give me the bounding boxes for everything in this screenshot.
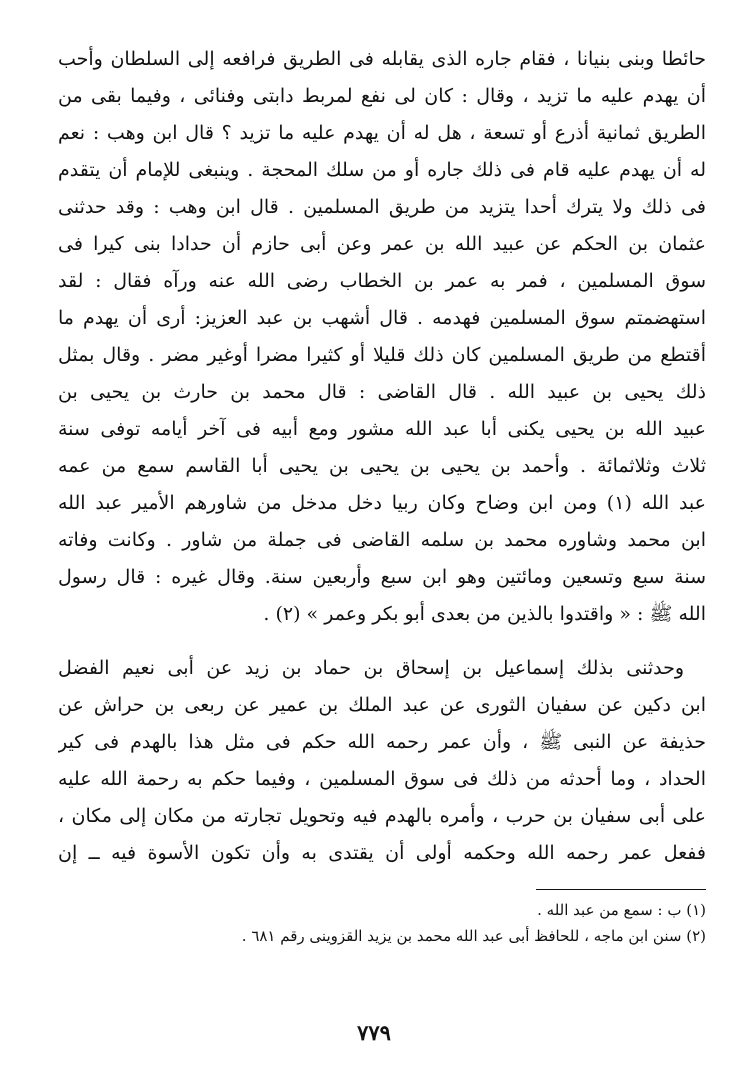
text-line: له أن يهدم عليه قام فى ذلك جاره أو من سلك المحجة . وينبغى للإمام أن يتقدم	[58, 159, 706, 181]
text-line: الطريق ثمانية أذرع أو تسعة ، هل له أن يهدم عليه ما تزيد ؟ قال ابن وهب : نعم	[58, 122, 706, 144]
text-line: حائطا وبنى بنيانا ، فقام جاره الذى يقابله فى الطريق فرافعه إلى السلطان وأحب	[58, 48, 706, 70]
text-line: فى ذلك ولا يترك أحدا يتزيد من طريق المسلمين . قال ابن وهب : وقد حدثنى	[58, 196, 706, 218]
text-line: سنة سبع وتسعين ومائتين وهو ابن سبع وأربعين سنة. وقال غيره : قال رسول	[58, 566, 706, 588]
text-line: الحداد ، وما أحدثه من ذلك فى سوق المسلمين ، وفيما حكم به رحمة الله عليه	[58, 768, 706, 790]
text-line: وحدثنى بذلك إسماعيل بن إسحاق بن حماد بن زيد عن أبى نعيم الفضل	[58, 657, 684, 679]
footnote-2: (٢) سنن ابن ماجه ، للحافظ أبى عبد الله محمد بن يزيد القزوينى رقم ٦٨١ .	[241, 927, 706, 945]
main-paragraph-2	[58, 650, 706, 872]
text-line: عبيد الله بن يحيى يكنى أبا عبد الله مشور ومع أبيه فى آخر أيامه توفى سنة	[58, 418, 706, 440]
footnote-1: (١) ب : سمع من عبد الله .	[537, 901, 706, 919]
text-line: ثلاث وثلاثمائة . وأحمد بن يحيى بن يحيى بن يحيى أبا القاسم سمع من عمه	[58, 455, 706, 477]
footnotes	[58, 897, 706, 949]
text-line: على أبى سفيان بن حرب ، وأمره بالهدم فيه وتحويل تجارته من مكان إلى مكان ،	[58, 805, 706, 827]
text-line: أقتطع من طريق المسلمين كان ذلك قليلا أو كثيرا مضرا أوغير مضر . وقال بمثل	[58, 344, 706, 366]
text-line: عثمان بن الحكم عن عبيد الله بن عمر وعن أبى حازم أن حدادا بنى كيرا فى	[58, 233, 706, 255]
text-line: ذلك يحيى بن عبيد الله . قال القاضى : قال محمد بن حارث بن يحيى بن	[58, 381, 706, 403]
text-line: ابن محمد وشاوره محمد بن سلمه القاضى فى جملة من شاور . وكانت وفاته	[58, 529, 706, 551]
text-line: استهضمتم سوق المسلمين فهدمه . قال أشهب بن عبد العزيز: أرى أن يهدم ما	[58, 307, 706, 329]
text-line: الله ﷺ : « واقتدوا بالذين من بعدى أبو بكر وعمر » (٢) .	[263, 603, 706, 625]
text-line: سوق المسلمين ، فمر به عمر بن الخطاب رضى الله عنه ورآه فقال : لقد	[58, 270, 706, 292]
text-line: عبد الله (١) ومن ابن وضاح وكان ربيا دخل مدخل من شاورهم الأمير عبد الله	[58, 492, 706, 514]
text-line: ففعل عمر رحمه الله وحكمه أولى أن يقتدى به وأن تكون الأسوة فيه ــ إن	[58, 842, 706, 864]
text-line: ابن دكين عن سفيان الثورى عن عبد الملك بن عمير عن ربعى بن حراش عن	[58, 694, 706, 716]
text-line: أن يهدم عليه ما تزيد ، وقال : كان لى نفع لمربط دابتى وفنائى ، وفيما بقى من	[58, 85, 706, 107]
footnote-divider	[536, 889, 706, 890]
page-number: ٧٧٩	[357, 1020, 391, 1045]
text-line: حذيفة عن النبى ﷺ ، وأن عمر رحمه الله حكم فى مثل هذا بالهدم فى كير	[58, 731, 706, 753]
main-paragraph-1	[58, 41, 706, 633]
